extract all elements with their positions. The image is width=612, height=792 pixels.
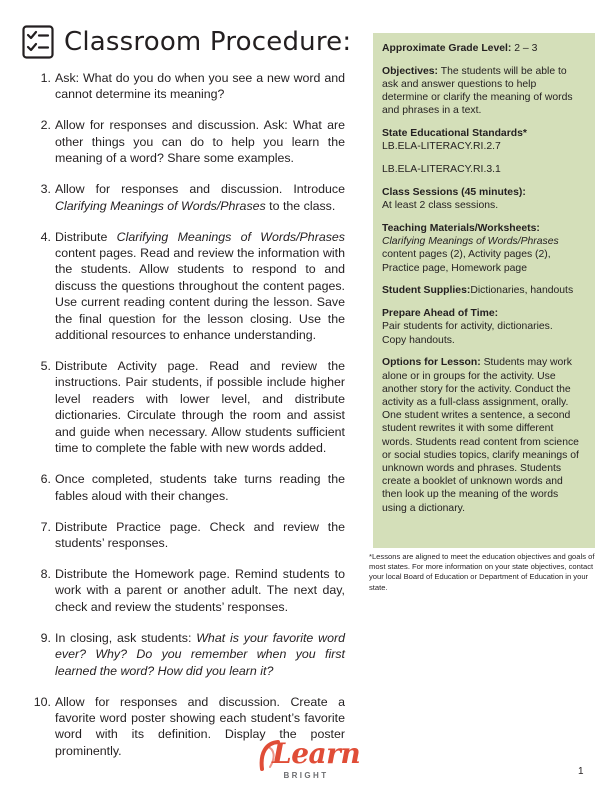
standards-footnote: *Lessons are aligned to meet the education objectives and goals of most states. For more information on your state objectives, contact your local Board of Education or Department of Education in your state. — [369, 552, 595, 592]
step-text: Distribute Activity page. Read and review the instructions. Pair students, if possible include higher level readers with lower level, and distribute dictionaries. Circulate through the room and assist and guide when necessary. Allow students sufficient time to complete the fable with new words added. — [55, 359, 345, 456]
step-body — [55, 70, 345, 103]
lesson-info-section — [382, 42, 585, 55]
step-number: 5. — [40, 359, 51, 374]
info-text: At least 2 class sessions. — [382, 200, 499, 212]
step-text: In closing, ask students: — [55, 630, 197, 645]
lesson-info-section — [382, 307, 585, 347]
step-text: Distribute — [55, 229, 117, 244]
info-text: The students will be able to ask and answer questions to help determine or clarify the meaning of words and phrases in a text. — [382, 65, 573, 117]
info-text: State Educational Standards* — [382, 128, 527, 140]
step-number: 6. — [40, 472, 51, 487]
step-text: Distribute Practice page. Check and review the students’ responses. — [55, 519, 345, 550]
step-body — [55, 519, 345, 552]
info-text: Objectives: — [382, 65, 439, 77]
info-text: Pair students for activity, dictionaries. — [382, 321, 553, 333]
procedure-step — [27, 70, 345, 103]
step-number: 4. — [40, 229, 51, 244]
info-text: Options for Lesson: — [382, 357, 481, 369]
lesson-info-panel — [373, 33, 595, 548]
step-text: Ask: What do you do when you see a new word and cannot determine its meaning? — [55, 71, 345, 102]
lesson-info-section — [382, 127, 585, 153]
info-text: Student Supplies: — [382, 285, 471, 297]
procedure-step — [27, 181, 345, 214]
step-text: Allow for responses and discussion. Create a favorite word poster showing each student’s favorite word with its definition. Display the poster prominently. — [55, 694, 345, 758]
learn-bright-logo — [256, 737, 361, 783]
step-number: 7. — [40, 519, 51, 534]
procedure-step — [27, 229, 345, 344]
step-body — [55, 358, 345, 456]
procedure-step — [27, 358, 345, 456]
step-body — [55, 181, 345, 214]
procedure-step — [27, 566, 345, 615]
info-text: 2 – 3 — [511, 43, 538, 54]
info-text: content pages (2), Activity pages (2), Practice page, Homework page — [382, 249, 551, 274]
info-text: LB.ELA-LITERACY.RI.2.7 — [382, 141, 501, 153]
procedure-step — [27, 630, 345, 679]
step-number: 10. — [33, 694, 51, 709]
procedure-list — [27, 70, 345, 774]
page-title: Classroom Procedure: — [64, 27, 352, 57]
step-text: Clarifying Meanings of Words/Phrases — [116, 229, 345, 244]
step-number: 2. — [40, 118, 51, 133]
step-number: 1. — [40, 71, 51, 85]
info-text: Clarifying Meanings of Words/Phrases — [382, 236, 559, 248]
procedure-step — [27, 471, 345, 504]
step-body — [55, 566, 345, 615]
logo-subtitle: BRIGHT — [283, 771, 329, 780]
info-text: Class Sessions (45 minutes): — [382, 187, 526, 198]
step-text: Allow for responses and discussion. Introduce — [55, 182, 345, 197]
step-number: 3. — [40, 182, 51, 197]
step-text: Clarifying Meanings of Words/Phrases — [55, 198, 266, 213]
lesson-info-section — [382, 163, 585, 176]
step-text: to the class. — [265, 198, 336, 213]
info-text: Approximate Grade Level: — [382, 43, 512, 54]
info-text: LB.ELA-LITERACY.RI.3.1 — [382, 164, 501, 176]
step-text: Allow for responses and discussion. Ask: What are other things you can do to help you learn the meaning of a word? Share some examples. — [55, 118, 345, 166]
info-text: Students may work alone or in groups for the activity. Use another story for the activity. Conduct the activity as a full-class assignment, orally. One student writes a sentence, a second student rewrites it with some different words. Students read content from science or social studies topics, clarify meanings of unknown words and phrases. Students create a booklet of unknown words and then look up the meaning of the words using a dictionary. — [382, 357, 579, 514]
info-text: Prepare Ahead of Time: — [382, 308, 499, 320]
step-number: 9. — [40, 630, 51, 645]
step-text: What is your favorite word ever? Why? Do you remember when you first learned the word? How did you learn it? — [55, 630, 346, 678]
lesson-info-section — [382, 65, 585, 118]
lesson-info-section — [382, 222, 585, 275]
step-body — [55, 471, 345, 504]
step-text: content pages. Read and review the information with the students. Allow students to respond to and discuss the questions throughout the content pages. Use current reading content during the lesson. Save the final question for the lesson closing. Use the additional resources to enhance understanding. — [55, 246, 345, 343]
lesson-info-section — [382, 284, 585, 297]
logo-wordmark: Learn — [272, 737, 361, 770]
step-body — [55, 229, 345, 344]
step-number: 8. — [40, 566, 51, 581]
lesson-info-section — [382, 186, 585, 212]
step-body — [55, 630, 345, 679]
step-text: Distribute the Homework page. Remind students to work with a parent or another adult. The next day, check and review the students’ responses. — [55, 566, 345, 614]
page-header — [22, 20, 351, 64]
step-text: Once completed, students take turns reading the fables aloud with their changes. — [55, 472, 345, 503]
info-text: Dictionaries, handouts — [470, 285, 574, 297]
procedure-step — [27, 117, 345, 166]
info-text: Teaching Materials/Worksheets: — [382, 223, 540, 234]
page-number: 1 — [578, 766, 584, 777]
info-text: Copy handouts. — [382, 334, 455, 346]
checklist-icon — [22, 25, 54, 59]
step-body — [55, 117, 345, 166]
lesson-info-section — [382, 356, 585, 514]
procedure-step — [27, 519, 345, 552]
